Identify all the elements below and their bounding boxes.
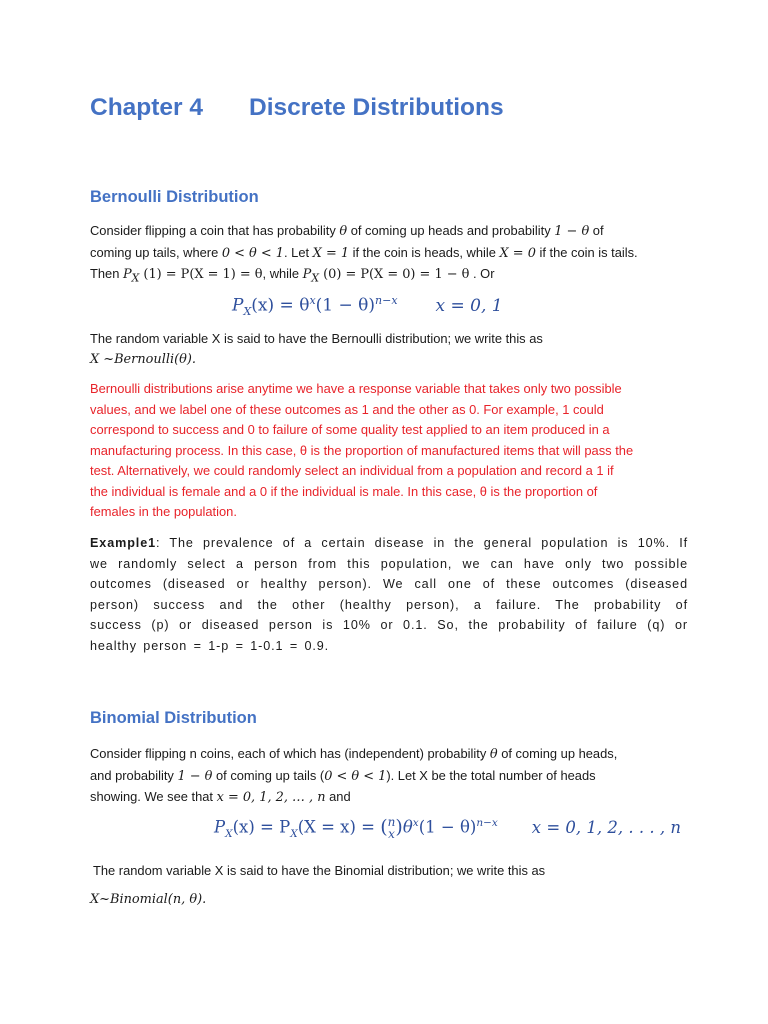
- bernoulli-pmf-formula: $P_X(x) = \theta^x(1 - \theta)^{n-x}$ x = 0, 1: [232, 294, 503, 319]
- chapter-title: [90, 94, 504, 122]
- chapter-number: Chapter 4: [90, 94, 204, 121]
- bernoulli-intro: Consider flipping a coin that has probability θ of coming up heads and probability 1 − θ of coming up tails, where 0 < θ < 1. Let X = 1 if the coin is heads, while X = 0 if the coin is tails. Then $P_X$ (1) = P(X = 1) = θ, while $P_X$ (0) = P(X = 0) = 1 − θ . Or: [90, 223, 638, 285]
- bernoulli-explanation-red: Bernoulli distributions arise anytime we have a response variable that takes only two possible values, and we label one of these outcomes as 1 and the other as 0. For example, 1 could correspond to success and 0 to failure of some quality test applied to an item produced in a manufacturing process. In this case, θ is the proportion of manufactured items that will pass the test. Alternatively, we could randomly select an individual from a population and record a 1 if the individual is female and a 0 if the individual is male. In this case, θ is the proportion of females in the population.: [90, 381, 634, 519]
- chapter-name: Discrete Distributions: [249, 94, 504, 121]
- binomial-notation: X~Binomial(n, θ).: [90, 892, 207, 907]
- binomial-heading: Binomial Distribution: [90, 709, 257, 727]
- example1-label: Example1: [90, 536, 157, 550]
- binomial-definition: The random variable X is said to have the Binomial distribution; we write this as: [93, 863, 546, 878]
- binomial-pmf-formula: $P_X(x) = P_X(X = x) = (n$ $x)\theta^x(1 - \theta)^{n-x}$ x = 0, 1, 2, . . . , n: [214, 815, 681, 841]
- bernoulli-heading: Bernoulli Distribution: [90, 188, 259, 206]
- example1-paragraph: Example1: The prevalence of a certain disease in the general population is 10%. If we randomly select a person from this population, we can have only two possible outcomes (diseased or healthy person). We call one of these outcomes (diseased person) success and the other (healthy person), a failure. The probability of success (p) or diseased person is 10% or 0.1. So, the probability of failure (q) or healthy person = 1-p = 1-0.1 = 0.9.: [90, 536, 688, 653]
- binomial-coefficient: (n x): [380, 815, 403, 841]
- bernoulli-definition: The random variable X is said to have the Bernoulli distribution; we write this as X ~Bernoulli(θ).: [90, 331, 543, 367]
- binomial-intro: Consider flipping n coins, each of which has (independent) probability θ of coming up heads, and probability 1 − θ of coming up tails (0 < θ < 1). Let X be the total number of heads showing. We see that x = 0, 1, 2, … , n and: [90, 746, 618, 805]
